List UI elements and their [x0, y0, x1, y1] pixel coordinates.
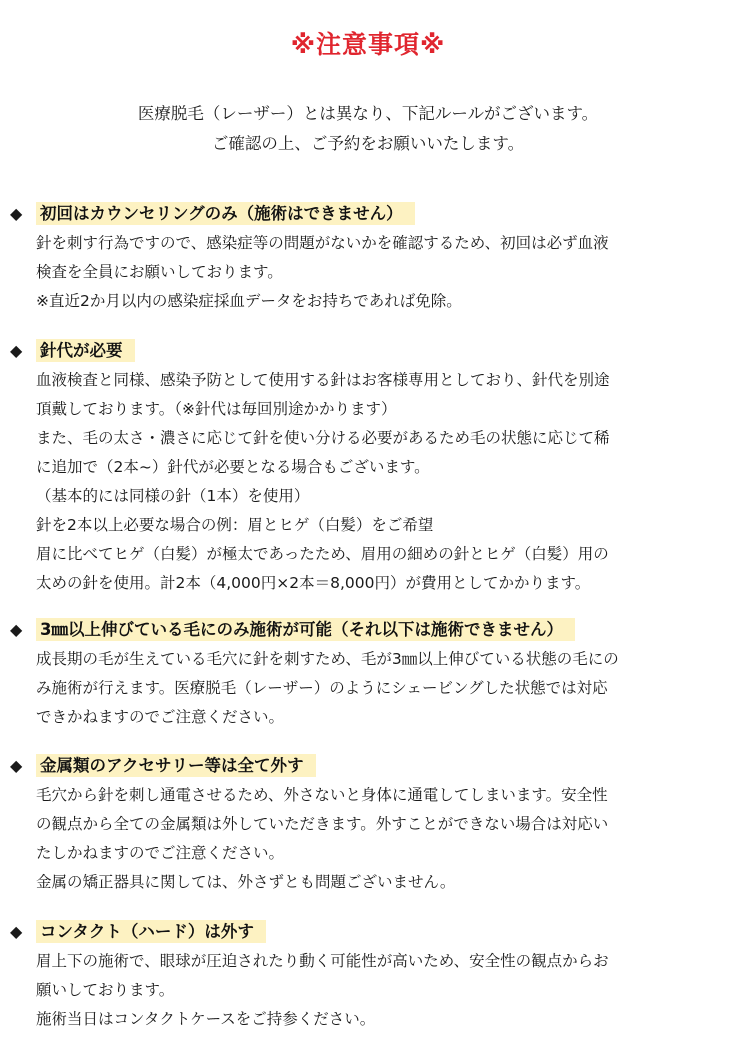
- body-line: 頂戴しております。（※針代は毎回別途かかります）: [36, 400, 397, 418]
- body-line: 針を刺す行為ですので、感染症等の問題がないかを確認するため、初回は必ず血液: [36, 234, 609, 252]
- notice-section-needle-fee: [10, 338, 726, 598]
- body-line: 毛穴から針を刺し通電させるため、外さないと身体に通電してしまいます。安全性: [36, 786, 608, 804]
- section-body: [36, 947, 726, 1034]
- intro-line: 医療脱毛（レーザー）とは異なり、下記ルールがございます。: [137, 104, 599, 123]
- section-heading-text: 金属類のアクセサリー等は全て外す: [36, 754, 316, 777]
- body-line: 血液検査と同様、感染予防として使用する針はお客様専用としており、針代を別途: [36, 371, 610, 389]
- notice-section-contact-lens: [10, 919, 726, 1034]
- section-heading-text: 初回はカウンセリングのみ（施術はできません）: [36, 202, 415, 225]
- body-line: 願いしております。: [36, 981, 175, 999]
- diamond-bullet-icon: ◆: [10, 922, 23, 941]
- section-heading: [10, 753, 726, 779]
- diamond-bullet-icon: ◆: [10, 756, 23, 775]
- section-body: [36, 366, 726, 598]
- section-heading: [10, 919, 726, 945]
- intro-line: ご確認の上、ご予約をお願いいたします。: [211, 134, 525, 153]
- section-heading: [10, 201, 726, 227]
- section-heading-text: 3㎜以上伸びている毛にのみ施術が可能（それ以下は施術できません）: [36, 618, 575, 641]
- body-line: 眉上下の施術で、眼球が圧迫されたり動く可能性が高いため、安全性の観点からお: [36, 952, 609, 970]
- intro-text: [0, 99, 736, 159]
- section-body: [36, 781, 726, 897]
- notice-section-hair-length: [10, 617, 726, 732]
- body-line: 太めの針を使用。計2本（4,000円×2本＝8,000円）が費用としてかかります。: [36, 574, 591, 592]
- body-line: の観点から全ての金属類は外していただきます。外すことができない場合は対応い: [36, 815, 609, 833]
- section-body: [36, 229, 726, 316]
- notice-section-counseling: [10, 201, 726, 316]
- diamond-bullet-icon: ◆: [10, 341, 23, 360]
- body-line: 成長期の毛が生えている毛穴に針を刺すため、毛が3㎜以上伸びている状態の毛にの: [36, 650, 619, 668]
- notice-section-metal-accessories: [10, 753, 726, 897]
- section-heading-text: コンタクト（ハード）は外す: [36, 920, 266, 943]
- body-line: また、毛の太さ・濃さに応じて針を使い分ける必要があるため毛の状態に応じて稀: [36, 429, 610, 447]
- page-title: ※注意事項※: [290, 30, 446, 59]
- body-line: （基本的には同様の針（1本）を使用）: [36, 487, 310, 505]
- body-line: できかねますのでご注意ください。: [36, 708, 285, 726]
- section-heading-text: 針代が必要: [36, 339, 135, 362]
- body-line: 針を2本以上必要な場合の例：眉とヒゲ（白髪）をご希望: [36, 516, 434, 534]
- body-line: み施術が行えます。医療脱毛（レーザー）のようにシェービングした状態では対応: [36, 679, 608, 697]
- body-line: 金属の矯正器具に関しては、外さずとも問題ございません。: [36, 873, 456, 891]
- body-line: たしかねますのでご注意ください。: [36, 844, 285, 862]
- body-line: 眉に比べてヒゲ（白髪）が極太であったため、眉用の細めの針とヒゲ（白髪）用の: [36, 545, 609, 563]
- section-heading: [10, 338, 726, 364]
- body-line: 施術当日はコンタクトケースをご持参ください。: [36, 1010, 376, 1028]
- diamond-bullet-icon: ◆: [10, 620, 23, 639]
- body-line: 検査を全員にお願いしております。: [36, 263, 283, 281]
- section-heading: [10, 617, 726, 643]
- body-line: ※直近2か月以内の感染症採血データをお持ちであれば免除。: [36, 292, 462, 310]
- body-line: に追加で（2本~）針代が必要となる場合もございます。: [36, 458, 430, 476]
- section-body: [36, 645, 726, 732]
- diamond-bullet-icon: ◆: [10, 204, 23, 223]
